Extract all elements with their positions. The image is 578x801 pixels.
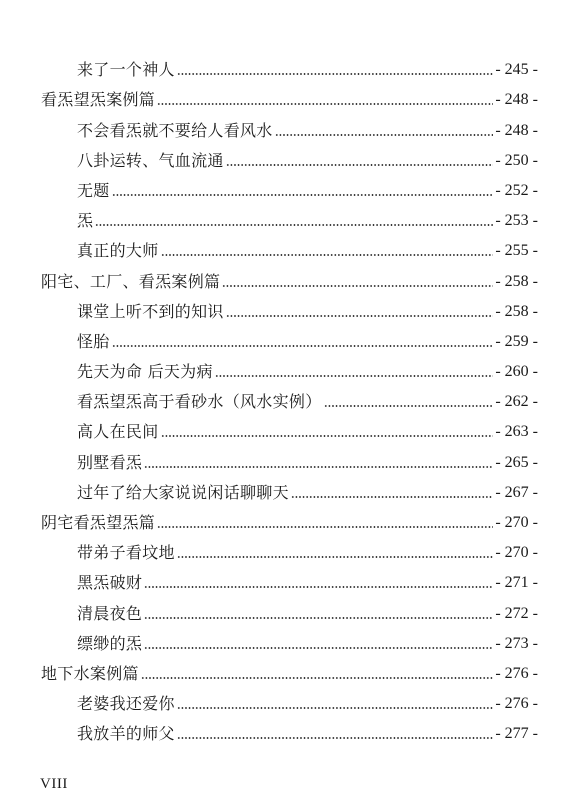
- toc-entry-title: 怪胎: [77, 331, 110, 351]
- dot-leader: [161, 254, 494, 256]
- toc-chapter-entry[interactable]: [0, 110, 578, 140]
- dot-leader: [177, 73, 494, 75]
- toc-entry-page-number: - 250 -: [495, 151, 538, 169]
- toc-chapter-entry[interactable]: [0, 141, 578, 171]
- toc-entry-page-number: - 276 -: [495, 664, 538, 682]
- toc-entry-page-number: - 255 -: [495, 242, 538, 260]
- dot-leader: [291, 496, 493, 498]
- toc-chapter-entry[interactable]: [0, 171, 578, 201]
- toc-chapter-entry[interactable]: [0, 533, 578, 563]
- dot-leader: [95, 224, 493, 226]
- toc-entry-title: 别墅看炁: [77, 452, 143, 472]
- toc-entry-title: 看炁望炁高于看砂水（风水实例）: [77, 392, 322, 412]
- dot-leader: [226, 164, 494, 166]
- dot-leader: [275, 134, 494, 136]
- dot-leader: [112, 345, 494, 347]
- dot-leader: [177, 707, 494, 709]
- toc-chapter-entry[interactable]: [0, 563, 578, 593]
- toc-entry-title: 看炁望炁案例篇: [41, 90, 156, 110]
- toc-section-entry[interactable]: [0, 503, 578, 533]
- toc-entry-title: 阴宅看炁望炁篇: [41, 513, 156, 532]
- toc-entry-title: 先天为命 后天为病: [77, 362, 213, 382]
- toc-entry-page-number: - 253 -: [495, 212, 538, 230]
- dot-leader: [161, 435, 494, 437]
- toc-entry-title: 不会看炁就不要给人看风水: [77, 120, 273, 140]
- toc-chapter-entry[interactable]: [0, 473, 578, 503]
- toc-chapter-entry[interactable]: [0, 442, 578, 472]
- toc-entry-page-number: - 245 -: [495, 61, 538, 79]
- dot-leader: [144, 617, 493, 619]
- toc-entry-title: 清晨夜色: [77, 603, 143, 623]
- toc-section-entry[interactable]: [0, 80, 578, 110]
- dot-leader: [141, 677, 494, 679]
- toc-entry-page-number: - 270 -: [495, 544, 538, 562]
- toc-chapter-entry[interactable]: [0, 684, 578, 714]
- toc-entry-page-number: - 248 -: [495, 91, 538, 109]
- toc-chapter-entry[interactable]: [0, 593, 578, 623]
- toc-entry-page-number: - 259 -: [495, 332, 538, 350]
- table-of-contents: [0, 50, 578, 744]
- toc-entry-page-number: - 252 -: [495, 181, 538, 199]
- toc-entry-page-number: - 271 -: [495, 574, 538, 592]
- dot-leader: [177, 737, 494, 739]
- toc-entry-page-number: - 263 -: [495, 423, 538, 441]
- toc-entry-page-number: - 270 -: [495, 514, 538, 531]
- toc-section-entry[interactable]: [0, 654, 578, 684]
- toc-entry-title: 八卦运转、气血流通: [77, 150, 224, 170]
- toc-entry-title: 老婆我还爱你: [77, 694, 175, 714]
- toc-entry-title: 高人在民间: [77, 422, 159, 442]
- dot-leader: [215, 375, 494, 377]
- dot-leader: [222, 285, 493, 287]
- toc-entry-title: 炁: [77, 211, 94, 231]
- toc-entry-page-number: - 265 -: [495, 453, 538, 471]
- toc-entry-title: 带弟子看坟地: [77, 543, 175, 563]
- toc-entry-page-number: - 260 -: [495, 363, 538, 381]
- toc-chapter-entry[interactable]: [0, 714, 578, 744]
- toc-entry-title: 过年了给大家说说闲话聊聊天: [77, 482, 289, 502]
- toc-section-entry[interactable]: [0, 261, 578, 291]
- toc-entry-title: 阳宅、工厂、看炁案例篇: [41, 271, 221, 291]
- dot-leader: [144, 466, 493, 468]
- toc-entry-title: 黑炁破财: [77, 573, 143, 593]
- dot-leader: [226, 315, 494, 317]
- dot-leader: [157, 526, 493, 528]
- toc-entry-page-number: - 277 -: [495, 725, 538, 743]
- dot-leader: [157, 103, 493, 105]
- dot-leader: [144, 586, 493, 588]
- toc-entry-page-number: - 272 -: [495, 604, 538, 622]
- toc-entry-page-number: - 267 -: [495, 483, 538, 501]
- toc-entry-page-number: - 276 -: [495, 695, 538, 713]
- dot-leader: [144, 647, 493, 649]
- dot-leader: [324, 405, 494, 407]
- toc-entry-title: 来了一个神人: [77, 60, 175, 80]
- toc-chapter-entry[interactable]: [0, 352, 578, 382]
- toc-chapter-entry[interactable]: [0, 201, 578, 231]
- dot-leader: [177, 556, 494, 558]
- toc-entry-title: 无题: [77, 180, 110, 200]
- toc-entry-page-number: - 248 -: [495, 121, 538, 139]
- toc-chapter-entry[interactable]: [0, 231, 578, 261]
- toc-chapter-entry[interactable]: [0, 382, 578, 412]
- toc-entry-page-number: - 273 -: [495, 634, 538, 652]
- page-folio: VIII: [40, 776, 68, 792]
- toc-chapter-entry[interactable]: [0, 322, 578, 352]
- toc-chapter-entry[interactable]: [0, 624, 578, 654]
- toc-entry-title: 我放羊的师父: [77, 724, 175, 744]
- toc-chapter-entry[interactable]: [0, 50, 578, 80]
- toc-entry-page-number: - 262 -: [495, 393, 538, 411]
- toc-entry-page-number: - 258 -: [495, 302, 538, 320]
- toc-entry-title: 缥缈的炁: [77, 633, 143, 653]
- toc-entry-title: 真正的大师: [77, 241, 159, 261]
- dot-leader: [112, 194, 494, 196]
- toc-chapter-entry[interactable]: [0, 292, 578, 322]
- toc-chapter-entry[interactable]: [0, 412, 578, 442]
- toc-entry-title: 地下水案例篇: [41, 663, 139, 683]
- toc-entry-page-number: - 258 -: [495, 272, 538, 290]
- toc-entry-title: 课堂上听不到的知识: [77, 301, 224, 321]
